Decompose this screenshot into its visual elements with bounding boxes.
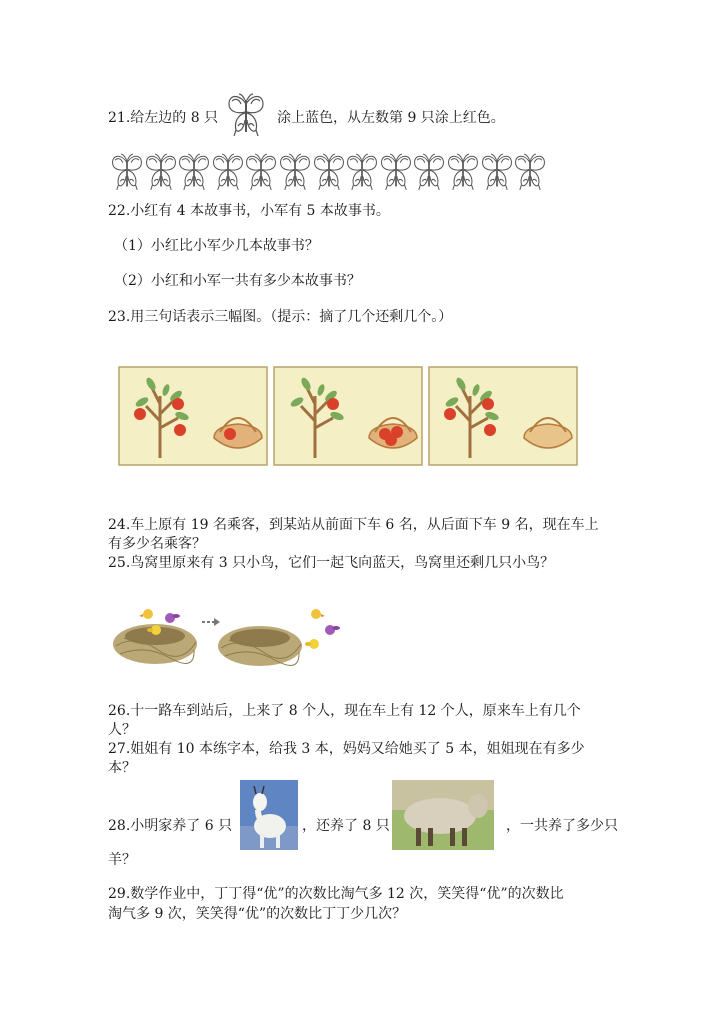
sheep-image [392, 780, 494, 850]
butterfly-icon [110, 150, 144, 194]
butterfly-icon [312, 150, 346, 194]
q22-text: 22.小红有 4 本故事书，小军有 5 本故事书。 [108, 203, 390, 219]
butterfly-row [110, 150, 550, 196]
q27-line1: 27.姐姐有 10 本练字本，给我 3 本，妈妈又给她买了 5 本，姐姐现在有多少 [108, 741, 585, 757]
butterfly-icon [144, 150, 178, 194]
butterfly-icon [244, 150, 278, 194]
q25-text: 25.鸟窝里原来有 3 只小鸟，它们一起飞向蓝天，鸟窝里还剩几只小鸟？ [108, 555, 555, 571]
q28-part3: ，一共养了多少只 [506, 818, 618, 834]
q23-text: 23.用三句话表示三幅图。（提示：摘了几个还剩几个。） [108, 309, 453, 325]
butterfly-icon [412, 150, 446, 194]
q21-text-before: 21.给左边的 8 只 [108, 110, 219, 126]
q21-text-after: 涂上蓝色，从左数第 9 只涂上红色。 [277, 110, 505, 126]
q28-part2: ，还养了 8 只 [302, 818, 390, 834]
q24-line2: 有多少名乘客？ [108, 536, 206, 552]
q24-line1: 24.车上原有 19 名乘客，到某站从前面下车 6 名，从后面下车 9 名，现在车上 [108, 517, 599, 533]
butterfly-icon [224, 92, 268, 138]
butterfly-icon [345, 150, 379, 194]
q29-line2: 淘气多 9 次，笑笑得“优”的次数比丁丁少几次？ [108, 906, 407, 922]
butterfly-icon [446, 150, 480, 194]
butterfly-icon [177, 150, 211, 194]
q22-sub2: （2）小红和小军一共有多少本故事书？ [114, 273, 361, 289]
q28-part1: 28.小明家养了 6 只 [108, 818, 233, 834]
butterfly-icon [278, 150, 312, 194]
butterfly-icon [513, 150, 547, 194]
panel-3 [429, 367, 577, 465]
q26-line2: 人？ [108, 722, 136, 738]
panel-2 [274, 367, 422, 465]
goat-image [240, 780, 298, 850]
q29-line1: 29.数学作业中，丁丁得“优”的次数比淘气多 12 次，笑笑得“优”的次数比 [108, 886, 564, 902]
q28-line2: 羊？ [108, 852, 136, 868]
picking-apples-picture [118, 366, 578, 466]
butterfly-icon [211, 150, 245, 194]
q26-line1: 26.十一路车到站后，上来了 8 个人，现在车上有 12 个人，原来车上有几个 [108, 703, 581, 719]
bird-nest-picture [110, 600, 350, 668]
panel-1 [119, 367, 267, 465]
q22-sub1: （1）小红比小军少几本故事书？ [114, 238, 319, 254]
q27-line2: 本？ [108, 760, 136, 776]
butterfly-icon [379, 150, 413, 194]
butterfly-icon [480, 150, 514, 194]
